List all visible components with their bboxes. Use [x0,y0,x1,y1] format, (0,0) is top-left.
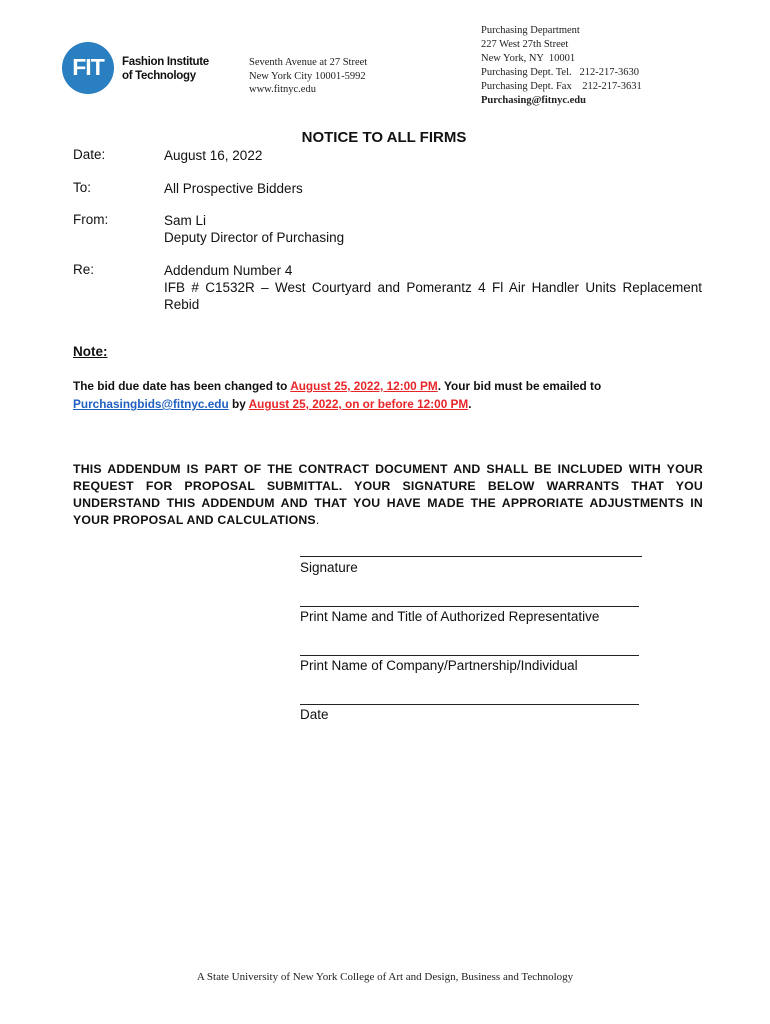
name-title-label: Print Name and Title of Authorized Representative [300,609,600,624]
footer-tagline: A State University of New York College of Art and Design, Business and Technology [196,971,574,983]
re-label: Re: [73,262,95,277]
dept-fax-label: Purchasing Dept. Fax [481,81,572,92]
dept-city: New York, NY 10001 [481,53,576,64]
dept-street: 227 West 27th Street [481,39,569,50]
to-value: All Prospective Bidders [164,181,303,196]
signature-line[interactable] [300,556,642,557]
deadline-highlight: August 25, 2022, on or before 12:00 PM [248,397,469,411]
website: www.fitnyc.edu [249,84,316,95]
fit-logo-text: FIT [72,54,104,80]
address-line2: New York City 10001-5992 [249,70,366,82]
re-line2: IFB # C1532R – West Courtyard and Pomerantz 4 Fl Air Handler Units Replacement [164,280,702,295]
to-label: To: [73,180,92,195]
purchasing-contact [481,24,642,108]
note-heading: Note: [73,344,108,359]
dept-tel [481,66,642,80]
institution-address [249,56,367,97]
addendum-statement [73,461,703,529]
re-line3: Rebid [164,297,200,312]
note-text3: by [228,397,249,411]
institution-name-line2: of Technology [122,70,196,82]
name-title-line[interactable] [300,606,639,607]
from-title: Deputy Director of Purchasing [164,230,345,245]
signature-label: Signature [300,560,358,575]
date-value: August 16, 2022 [164,148,263,163]
note-body [73,377,703,413]
note-text1: The bid due date has been changed to [73,379,291,393]
dept-tel-number: 212-217-3630 [579,67,640,78]
dept-tel-label: Purchasing Dept. Tel. [481,67,572,78]
bids-email-link[interactable]: Purchasingbids@fitnyc.edu [73,397,229,411]
dept-fax [481,80,642,94]
institution-name [122,55,209,83]
dept-email: Purchasing@fitnyc.edu [481,95,586,106]
dept-name: Purchasing Department [481,25,580,36]
note-text2: . Your bid must be emailed to [437,379,602,393]
date-line[interactable] [300,704,639,705]
addendum-period: . [315,513,320,527]
date-label: Date: [73,147,106,162]
dept-fax-number: 212-217-3631 [582,81,642,92]
notice-title [0,129,770,146]
re-value [164,262,702,313]
notice-title-text: NOTICE TO ALL FIRMS [301,129,467,146]
company-label: Print Name of Company/Partnership/Individual [300,658,578,673]
re-line1: Addendum Number 4 [164,263,293,278]
from-label: From: [73,212,109,227]
from-name: Sam Li [164,213,207,228]
date-sign-label: Date [300,707,329,722]
note-text4: . [468,397,472,411]
company-line[interactable] [300,655,639,656]
due-date-highlight: August 25, 2022, 12:00 PM [290,379,438,393]
institution-name-line1: Fashion Institute [122,56,209,68]
addendum-text: THIS ADDENDUM IS PART OF THE CONTRACT DOCUMENT AND SHALL BE INCLUDED WITH YOUR REQUEST FOR PROPOSAL SUBMITTAL. YOUR SIGNATURE BELOW WARRANTS THAT YOU UNDERSTAND THIS ADDENDUM AND THAT YOU HAVE MADE THE APPRORIATE ADJUSTMENTS IN YOUR PROPOSAL AND CALCULATIONS [73,462,703,527]
from-value [164,212,344,246]
address-line1: Seventh Avenue at 27 Street [249,57,368,68]
